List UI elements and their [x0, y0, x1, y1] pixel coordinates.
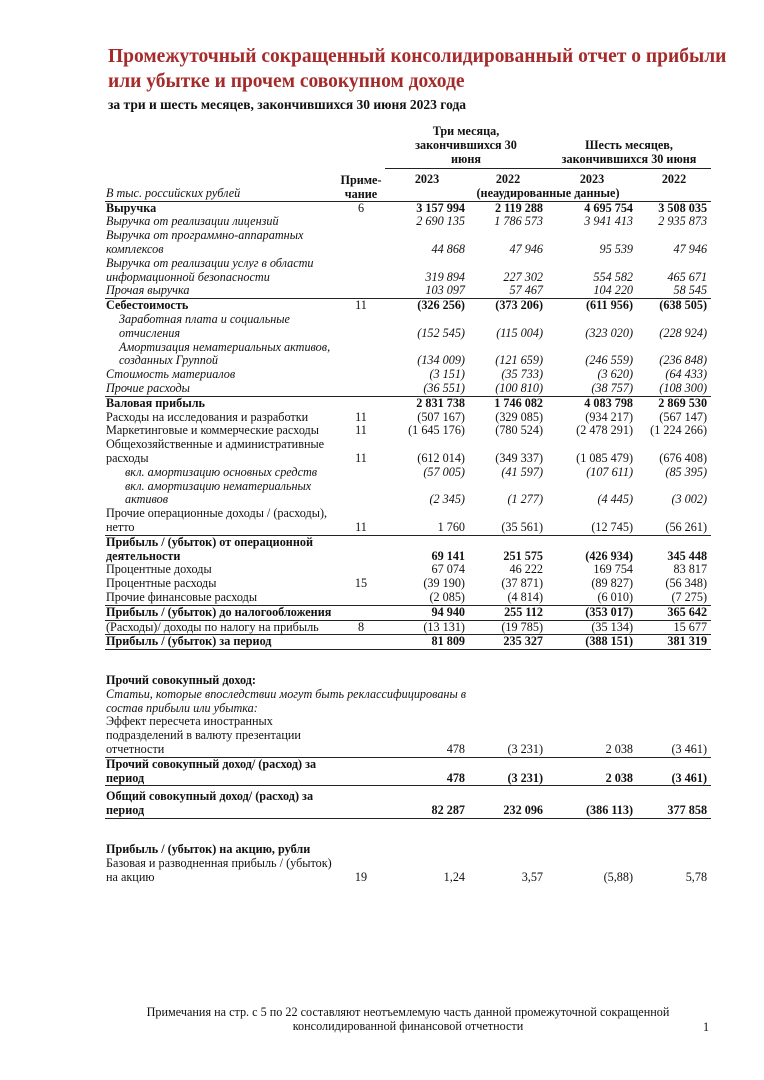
row-value: (329 085)	[495, 409, 544, 424]
row-note	[337, 757, 385, 786]
row-value: (57 005)	[423, 464, 465, 479]
row-value: (386 113)	[547, 790, 637, 818]
row-value: (373 206)	[469, 299, 547, 313]
row-note: 8	[357, 619, 365, 634]
row-note	[337, 715, 385, 757]
row-value: (236 848)	[659, 353, 708, 368]
row-note	[337, 790, 385, 818]
row-value: (1 224 266)	[650, 423, 708, 438]
row-value: 2 869 530	[658, 395, 708, 410]
row-label: Процентные расходы	[106, 576, 217, 591]
row-value: 95 539	[599, 241, 634, 256]
statement-row	[105, 299, 711, 313]
statement-row	[105, 382, 711, 396]
row-note	[337, 313, 385, 341]
row-value: (35 134)	[591, 619, 634, 634]
row-label: Прочие операционные доходы / (расходы), нетто	[106, 506, 328, 534]
row-value: (152 545)	[417, 325, 465, 340]
row-note	[337, 229, 385, 257]
year-2022-3m: 2022	[495, 172, 521, 186]
row-label: Прибыль / (убыток) от операционной деятельности	[105, 535, 337, 563]
row-label: Выручка	[105, 201, 337, 215]
spacer-row	[105, 819, 711, 844]
row-label: (Расходы)/ доходы по налогу на прибыль	[106, 619, 319, 634]
row-note: 11	[355, 450, 367, 465]
row-value: (7 275)	[671, 589, 708, 604]
row-note	[337, 341, 385, 369]
row-label: Себестоимость	[105, 299, 337, 313]
statement-row	[105, 438, 711, 466]
row-value: (246 559)	[585, 353, 634, 368]
row-value: (3 002)	[671, 492, 708, 507]
row-note	[337, 382, 385, 396]
statement-row	[105, 396, 711, 410]
row-value: 554 582	[593, 269, 634, 284]
statement-row	[105, 620, 711, 635]
row-note	[337, 563, 385, 577]
row-value: 3 941 413	[584, 214, 634, 229]
row-value: 2 690 135	[416, 214, 465, 229]
row-value: (85 395)	[665, 464, 708, 479]
oci-heading-row	[105, 674, 711, 688]
row-label: Стоимость материалов	[106, 367, 236, 382]
row-value: (349 337)	[495, 450, 544, 465]
statement-row	[105, 507, 711, 535]
row-value: 2 935 873	[658, 214, 708, 229]
row-value: (38 757)	[547, 382, 637, 396]
row-value: 104 220	[593, 283, 634, 298]
row-value: (6 010)	[597, 589, 634, 604]
row-value: 57 467	[509, 283, 544, 298]
row-value: 4 695 754	[547, 201, 637, 215]
row-label: Процентные доходы	[106, 562, 212, 577]
eps-value: 3,57	[521, 869, 544, 884]
row-label: Общехозяйственные и административные расходы	[106, 437, 325, 465]
footer-note: Примечания на стр. с 5 по 22 составляют неотъемлемую часть данной промежуточной сокращенной консолидированной финансовой отчетности	[146, 1005, 670, 1033]
row-value: (3 461)	[637, 757, 711, 786]
row-value: 169 754	[593, 562, 634, 577]
oci-heading: Прочий совокупный доход:	[106, 673, 256, 688]
row-value: (323 020)	[585, 325, 634, 340]
eps-value: 5,78	[685, 869, 708, 884]
row-label: Выручка от реализации лицензий	[106, 214, 279, 229]
spacer-row	[105, 650, 711, 675]
oci-subheading-row	[105, 688, 711, 716]
row-value: (39 190)	[423, 576, 465, 591]
row-value: 46 222	[509, 562, 544, 577]
row-value: 47 946	[673, 241, 708, 256]
eps-note: 19	[354, 869, 368, 884]
row-note	[337, 466, 385, 480]
row-value: (326 256)	[385, 299, 469, 313]
row-value: 67 074	[431, 562, 465, 577]
row-note	[337, 284, 385, 298]
statement-row	[105, 466, 711, 480]
row-value: (612 014)	[417, 450, 465, 465]
row-value: (676 408)	[659, 450, 708, 465]
row-value: (3 620)	[597, 367, 634, 382]
row-value: (507 167)	[417, 409, 465, 424]
row-value: (3 461)	[671, 742, 708, 757]
row-value: (426 934)	[547, 535, 637, 563]
row-note: 11	[355, 409, 367, 424]
row-value: (36 551)	[385, 382, 469, 396]
row-value: 365 642	[637, 605, 711, 620]
eps-heading: Прибыль / (убыток) на акцию, рубли	[106, 842, 311, 857]
row-value: (100 810)	[469, 382, 547, 396]
row-label: Заработная плата и социальные отчисления	[119, 311, 290, 340]
statement-row	[105, 229, 711, 257]
row-value: (388 151)	[547, 635, 637, 650]
row-note: 11	[355, 423, 367, 438]
row-value: (108 300)	[637, 382, 711, 396]
row-value: 83 817	[673, 562, 708, 577]
row-value: 1 786 573	[494, 214, 544, 229]
statement-row	[105, 215, 711, 229]
row-value: (35 561)	[501, 519, 544, 534]
row-label: Прочий совокупный доход/ (расход) за период	[105, 757, 337, 786]
row-value: 377 858	[637, 790, 711, 818]
row-value: 3 508 035	[637, 201, 711, 215]
row-value: (2 085)	[429, 589, 465, 604]
statement-row	[105, 605, 711, 620]
row-value: (64 433)	[665, 367, 708, 382]
row-value: (1 277)	[507, 492, 544, 507]
statement-row	[105, 257, 711, 285]
row-label: Прочие расходы	[105, 382, 337, 396]
row-value: (567 147)	[659, 409, 708, 424]
row-value: (611 956)	[547, 299, 637, 313]
period-header-row	[105, 124, 711, 169]
report-subtitle: за три и шесть месяцев, закончившихся 30 июня 2023 года	[108, 97, 467, 112]
row-label: вкл. амортизацию нематериальных активов	[125, 478, 312, 507]
row-value: (780 524)	[495, 423, 544, 438]
row-note	[337, 396, 385, 410]
eps-row	[105, 857, 711, 885]
row-value: (3 231)	[469, 757, 547, 786]
row-value: 58 545	[673, 283, 708, 298]
row-value: (353 017)	[547, 605, 637, 620]
row-value: (1 085 479)	[576, 450, 634, 465]
row-label: Выручка от программно-аппаратных комплексов	[106, 228, 304, 256]
row-note: 11	[337, 299, 385, 313]
statement-row	[105, 480, 711, 508]
row-label: Валовая прибыль	[106, 395, 205, 410]
oci-fx-row	[105, 715, 711, 757]
eps-label: Базовая и разводненная прибыль / (убыток) на акцию	[106, 855, 332, 884]
row-label: Прочая выручка	[106, 283, 190, 298]
row-value: 15 677	[673, 619, 708, 634]
spacer-cell	[105, 650, 711, 675]
unaudited-label: (неаудированные данные)	[476, 185, 620, 200]
row-note: 6	[337, 201, 385, 215]
eps-value: (5,88)	[603, 869, 634, 884]
row-value: (1 645 176)	[408, 423, 465, 438]
statement-row	[105, 535, 711, 563]
row-value: (934 217)	[585, 409, 634, 424]
row-value: 227 302	[503, 269, 544, 284]
empty-cell	[469, 688, 711, 716]
row-note: 11	[355, 519, 367, 534]
row-note	[337, 257, 385, 285]
row-value: 3 157 994	[385, 201, 469, 215]
row-value: 2 119 288	[469, 201, 547, 215]
row-value: 47 946	[509, 241, 544, 256]
row-label: Расходы на исследования и разработки	[106, 409, 309, 424]
row-note	[337, 535, 385, 563]
row-value: (638 505)	[637, 299, 711, 313]
statement-row	[105, 563, 711, 577]
row-value: 69 141	[385, 535, 469, 563]
row-label: вкл. амортизацию основных средств	[125, 464, 318, 479]
row-value: (89 827)	[591, 576, 634, 591]
row-value: 345 448	[637, 535, 711, 563]
row-value: (3 151)	[429, 367, 465, 382]
row-value: (37 871)	[501, 576, 544, 591]
statement-row	[105, 591, 711, 605]
row-value: 2 831 738	[416, 395, 465, 410]
statement-row	[105, 201, 711, 215]
row-label: Общий совокупный доход/ (расход) за период	[105, 790, 337, 818]
note-header: Приме-чание	[340, 172, 382, 201]
row-value: 44 868	[431, 241, 465, 256]
six-months-header: Шесть месяцев, закончившихся 30 июня	[547, 124, 711, 169]
row-value: (41 597)	[501, 464, 544, 479]
row-value: 82 287	[385, 790, 469, 818]
row-note	[337, 605, 385, 620]
row-value: 81 809	[385, 635, 469, 650]
row-value: (4 445)	[597, 492, 634, 507]
page-number: 1	[703, 1020, 710, 1034]
row-value: (35 733)	[501, 367, 544, 382]
row-value: (19 785)	[501, 619, 544, 634]
oci-subheading: Статьи, которые впоследствии могут быть реклассифицированы в состав прибыли или убытка:	[106, 686, 467, 715]
row-value: 232 096	[469, 790, 547, 818]
row-value: (107 611)	[586, 464, 634, 479]
row-label: Маркетинговые и коммерческие расходы	[106, 423, 319, 438]
statement-row	[105, 424, 711, 438]
row-value: 103 097	[425, 283, 465, 298]
row-value: (4 814)	[507, 589, 544, 604]
year-2023-3m: 2023	[414, 172, 440, 186]
row-value: (228 924)	[659, 325, 708, 340]
year-2023-6m: 2023	[579, 172, 605, 186]
row-value: (121 659)	[495, 353, 544, 368]
row-label: Прибыль / (убыток) за период	[105, 635, 337, 650]
row-value: 251 575	[469, 535, 547, 563]
comprehensive-total-row	[105, 790, 711, 818]
row-note	[337, 215, 385, 229]
year-header-row	[105, 169, 711, 187]
oci-total-row	[105, 757, 711, 786]
row-label: Выручка от реализации услуг в области информационной безопасности	[106, 255, 314, 284]
row-label: Амортизация нематериальных активов, созданных Группой	[119, 339, 331, 368]
spacer-cell	[105, 819, 711, 844]
eps-value: 1,24	[443, 869, 465, 884]
row-value: (134 009)	[417, 353, 465, 368]
row-value: 319 894	[425, 269, 465, 284]
row-value: 1 760	[437, 519, 465, 534]
income-statement-table	[105, 124, 711, 884]
row-note	[337, 368, 385, 382]
row-value: 255 112	[469, 605, 547, 620]
units-label: В тыс. российских рублей	[106, 185, 241, 200]
row-note	[337, 480, 385, 508]
row-value: (115 004)	[496, 325, 544, 340]
statement-row	[105, 341, 711, 369]
row-label: Эффект пересчета иностранных подразделений в валюту презентации отчетности	[106, 714, 301, 757]
statement-row	[105, 368, 711, 382]
statement-row	[105, 284, 711, 298]
report-title: Промежуточный сокращенный консолидированный отчет о прибыли или убытке и прочем совокупном доходе	[108, 46, 727, 92]
row-value: 465 671	[667, 269, 708, 284]
row-value: 1 746 082	[494, 395, 544, 410]
row-value: 478	[446, 742, 465, 757]
three-months-header: Три месяца, закончившихся 30 июня	[385, 124, 547, 169]
statement-row	[105, 577, 711, 591]
row-value: (13 131)	[423, 619, 465, 634]
row-note: 15	[354, 576, 368, 591]
row-value: (2 345)	[429, 492, 465, 507]
row-label: Прибыль / (убыток) до налогообложения	[105, 605, 337, 620]
row-value: 2 038	[605, 742, 634, 757]
eps-heading-row	[105, 843, 711, 857]
row-value: (3 231)	[507, 742, 544, 757]
year-2022-6m: 2022	[661, 172, 687, 186]
row-value: (56 348)	[665, 576, 708, 591]
row-note	[337, 635, 385, 650]
row-value: (56 261)	[665, 519, 708, 534]
statement-row	[105, 411, 711, 425]
row-value: 4 083 798	[584, 395, 634, 410]
row-value: (2 478 291)	[576, 423, 634, 438]
row-value: 94 940	[385, 605, 469, 620]
row-value: 235 327	[469, 635, 547, 650]
statement-row	[105, 635, 711, 650]
row-value: 478	[385, 757, 469, 786]
row-value: (12 745)	[591, 519, 634, 534]
row-note	[337, 591, 385, 605]
statement-row	[105, 313, 711, 341]
row-label: Прочие финансовые расходы	[106, 589, 258, 604]
row-value: 381 319	[637, 635, 711, 650]
row-value: 2 038	[547, 757, 637, 786]
